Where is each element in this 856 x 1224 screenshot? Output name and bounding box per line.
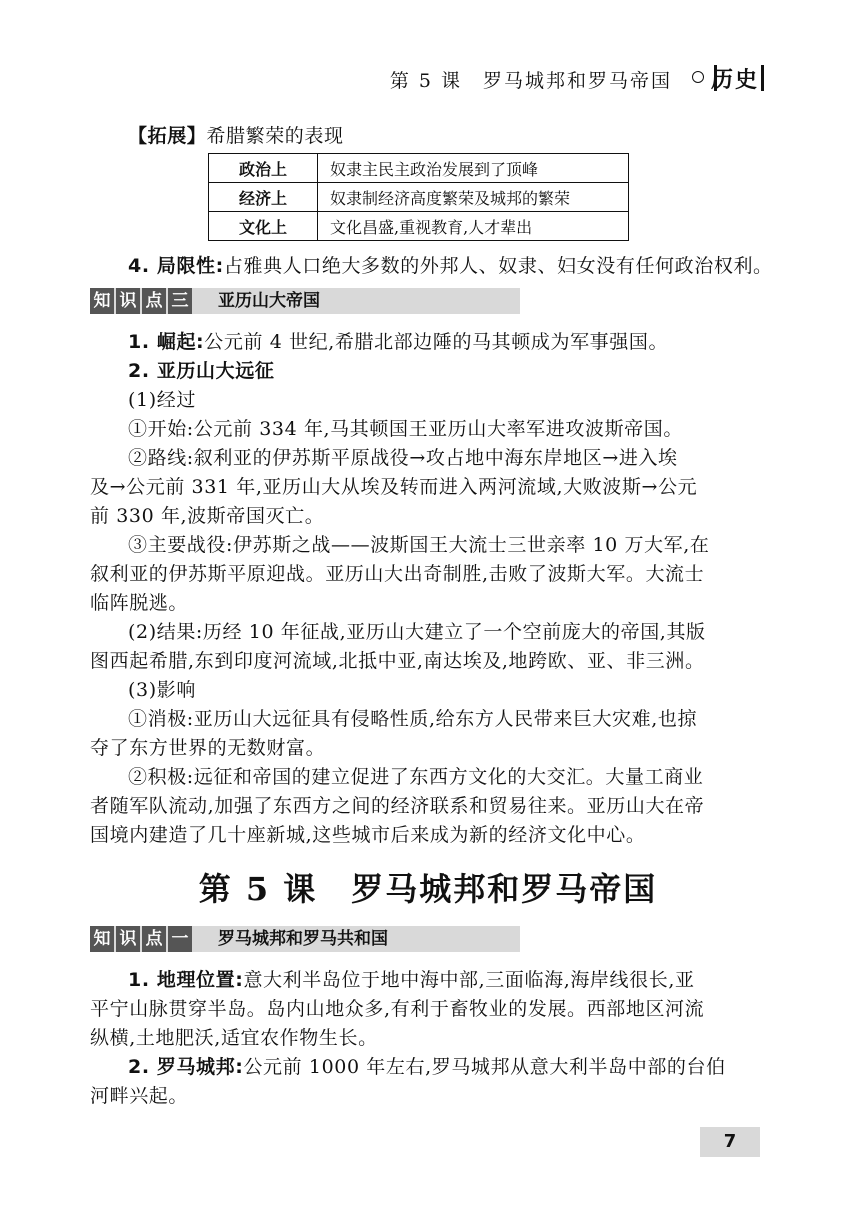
knowledge-point-title: 亚历山大帝国 bbox=[218, 291, 320, 311]
limitation-label: 4. 局限性: bbox=[128, 255, 224, 277]
positive-line: 国境内建造了几十座新城,这些城市后来成为新的经济文化中心。 bbox=[90, 824, 646, 846]
running-header bbox=[0, 62, 856, 98]
route-line: ②路线:叙利亚的伊苏斯平原战役→攻占地中海东岸地区→进入埃 bbox=[128, 447, 678, 469]
tag-char: 三 bbox=[168, 288, 192, 314]
tag-char: 点 bbox=[142, 288, 166, 314]
knowledge-point-title: 罗马城邦和罗马共和国 bbox=[218, 929, 388, 949]
table-row bbox=[209, 212, 629, 241]
header-subject: 历史 bbox=[710, 68, 759, 93]
route-line: 前 330 年,波斯帝国灭亡。 bbox=[90, 505, 325, 527]
table-cell-key: 政治上 bbox=[209, 154, 318, 183]
table-row bbox=[209, 183, 629, 212]
start-paragraph: ①开始:公元前 334 年,马其顿国王亚历山大率军进攻波斯帝国。 bbox=[128, 418, 683, 440]
geo-line: 平宁山脉贯穿半岛。岛内山地众多,有利于畜牧业的发展。西部地区河流 bbox=[90, 998, 705, 1020]
battle-line: 临阵脱逃。 bbox=[90, 592, 189, 614]
geo-text: 意大利半岛位于地中海中部,三面临海,海岸线很长,亚 bbox=[243, 969, 695, 991]
result-line: (2)结果:历经 10 年征战,亚历山大建立了一个空前庞大的帝国,其版 bbox=[128, 621, 706, 643]
negative-line: 夺了东方世界的无数财富。 bbox=[90, 737, 326, 759]
knowledge-point-3-banner bbox=[90, 288, 520, 314]
tag-char: 识 bbox=[116, 926, 140, 952]
geo-paragraph bbox=[128, 966, 695, 995]
process-heading: (1)经过 bbox=[128, 389, 196, 411]
limitation-paragraph bbox=[128, 252, 773, 281]
expansion-table bbox=[208, 153, 629, 241]
tag-char: 识 bbox=[116, 288, 140, 314]
knowledge-point-tag bbox=[90, 288, 194, 314]
positive-line: ②积极:远征和帝国的建立促进了东西方文化的大交汇。大量工商业 bbox=[128, 766, 704, 788]
expansion-title: 希腊繁荣的表现 bbox=[206, 125, 344, 147]
expansion-label: 【拓展】 bbox=[128, 125, 207, 147]
negative-line: ①消极:亚历山大远征具有侵略性质,给东方人民带来巨大灾难,也掠 bbox=[128, 708, 698, 730]
table-cell-value: 奴隶主民主政治发展到了顶峰 bbox=[318, 154, 629, 183]
positive-line: 者随军队流动,加强了东西方之间的经济联系和贸易往来。亚历山大在帝 bbox=[90, 795, 705, 817]
tag-char: 知 bbox=[90, 288, 114, 314]
divider bbox=[761, 65, 764, 91]
rise-text: 公元前 4 世纪,希腊北部边陲的马其顿成为军事强国。 bbox=[204, 331, 669, 353]
knowledge-point-tag bbox=[90, 926, 194, 952]
battle-line: 叙利亚的伊苏斯平原迎战。亚历山大出奇制胜,击败了波斯大军。大流士 bbox=[90, 563, 705, 585]
route-line: 及→公元前 331 年,亚历山大从埃及转而进入两河流域,大败波斯→公元 bbox=[90, 476, 698, 498]
geo-label: 1. 地理位置: bbox=[128, 969, 244, 991]
table-cell-value: 奴隶制经济高度繁荣及城邦的繁荣 bbox=[318, 183, 629, 212]
city-line: 河畔兴起。 bbox=[90, 1085, 189, 1107]
city-text: 公元前 1000 年左右,罗马城邦从意大利半岛中部的台伯 bbox=[243, 1056, 726, 1078]
page-number: 7 bbox=[700, 1127, 760, 1157]
table-row bbox=[209, 154, 629, 183]
tag-char: 知 bbox=[90, 926, 114, 952]
table-cell-value: 文化昌盛,重视教育,人才辈出 bbox=[318, 212, 629, 241]
table-cell-key: 文化上 bbox=[209, 212, 318, 241]
table-cell-key: 经济上 bbox=[209, 183, 318, 212]
battle-line: ③主要战役:伊苏斯之战——波斯国王大流士三世亲率 10 万大军,在 bbox=[128, 534, 710, 556]
knowledge-point-1-banner bbox=[90, 926, 520, 952]
rise-paragraph bbox=[128, 328, 668, 357]
tag-char: 一 bbox=[168, 926, 192, 952]
expansion-heading bbox=[128, 122, 344, 151]
expedition-heading: 2. 亚历山大远征 bbox=[128, 360, 275, 382]
city-paragraph bbox=[128, 1053, 726, 1082]
limitation-text: 占雅典人口绝大多数的外邦人、奴隶、妇女没有任何政治权利。 bbox=[223, 255, 773, 277]
geo-line: 纵横,土地肥沃,适宜农作物生长。 bbox=[90, 1027, 378, 1049]
lesson-title: 第 5 课 罗马城邦和罗马帝国 bbox=[198, 870, 658, 908]
impact-heading: (3)影响 bbox=[128, 679, 196, 701]
header-lesson-title: 第 5 课 罗马城邦和罗马帝国 bbox=[389, 70, 672, 92]
result-line: 图西起希腊,东到印度河流域,北抵中亚,南达埃及,地跨欧、亚、非三洲。 bbox=[90, 650, 705, 672]
rise-label: 1. 崛起: bbox=[128, 331, 205, 353]
tag-char: 点 bbox=[142, 926, 166, 952]
city-label: 2. 罗马城邦: bbox=[128, 1056, 244, 1078]
circle-icon bbox=[692, 71, 704, 83]
